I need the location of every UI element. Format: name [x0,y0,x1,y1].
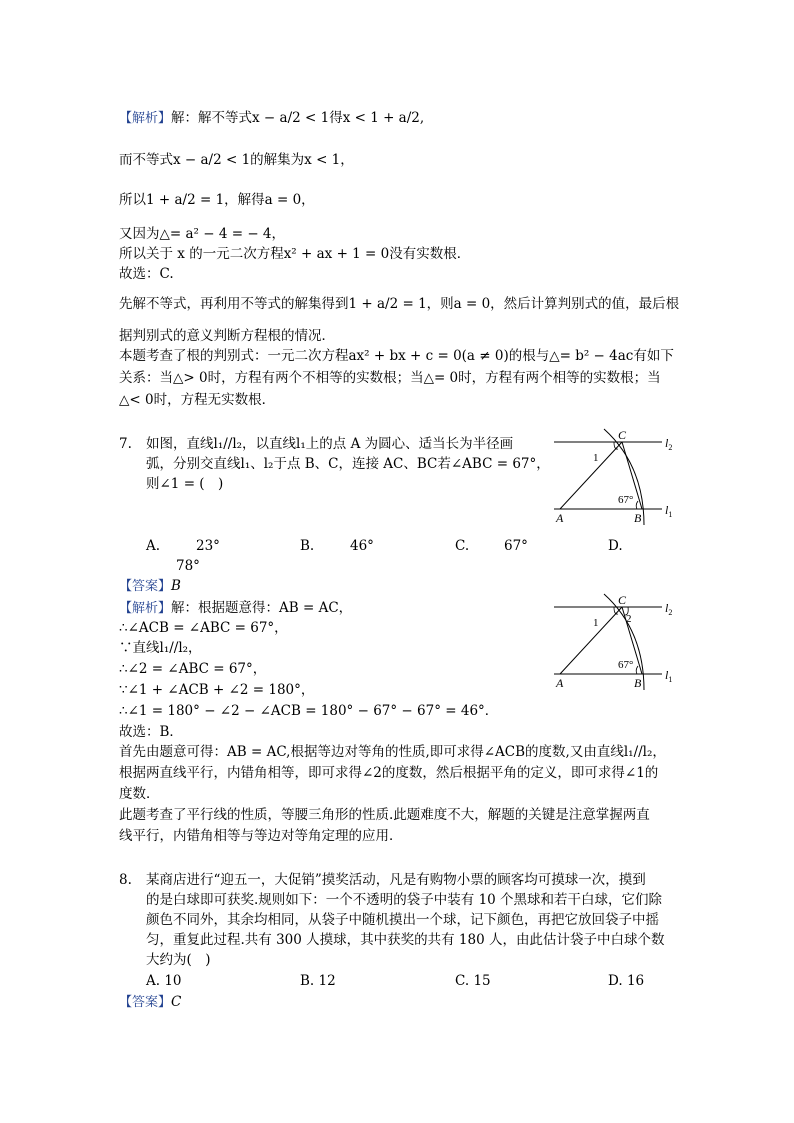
solution-line-5: ∵∠1 + ∠ACB + ∠2 = 180°， [119,682,315,698]
question-stem-line: 大约为( ) [146,952,211,968]
angle-1-label: 1 [593,452,599,464]
geometry-figure-solution [548,590,688,695]
line-label-l2: $l_2$ [665,601,673,617]
solution-line-8: 首先由题意可得：AB = AC,根据等边对等角的性质,即可求得∠ACB的度数,又由直线l₁//l₂， [119,744,666,760]
solution-line-3: ∵直线l₁//l₂， [119,640,202,656]
question-number: 8. [119,872,132,888]
angle-2-label: 2 [626,613,632,625]
solution-line-11: 此题考查了平行线的性质，等腰三角形的性质.此题难度不大，解题的关键是注意掌握两直 [119,807,650,823]
angle-mark [636,666,638,674]
geometry-figure-question [548,425,688,530]
analysis-line-6: 故选：C. [119,266,174,282]
option-c-value: 67° [504,538,528,554]
analysis-line-3: 所以1 + a/2 = 1，解得a = 0， [119,192,315,208]
solution-line-12: 线平行，内错角相等与等边对等角定理的应用． [119,828,403,844]
analysis-line-2: 而不等式x − a/2 < 1的解集为x < 1， [119,152,354,168]
answer-line [119,992,181,1013]
question-stem-line: 匀，重复此过程.共有 300 人摸球，其中获奖的共有 180 人，由此估计袋子中白球个数 [146,932,665,948]
option-c: C. 15 [455,973,491,989]
angle-mark [636,501,638,509]
segment-AC [560,607,622,674]
angle-1-label: 1 [593,617,599,629]
point-label-A: A [556,511,564,525]
analysis-line-7: 先解不等式，再利用不等式的解集得到1 + a/2 = 1，则a = 0，然后计算判别式的值，最后根 [119,296,680,312]
analysis-text: 解：解不等式x − a/2 < 1得x < 1 + a/2, [171,110,425,126]
analysis-tag: 【解析】 [119,111,172,126]
analysis-line-5: 所以关于 x 的一元二次方程x² + ax + 1 = 0没有实数根． [119,246,471,262]
answer-value: C [171,994,182,1010]
solution-line-2: ∴∠ACB = ∠ABC = 67°， [119,620,288,636]
question-stem-line: 如图，直线l₁//l₂，以直线l₁上的点 A 为圆心、适当长为半径画 [146,436,514,452]
option-d: D. [608,538,623,554]
option-d-value: 78° [176,558,200,574]
segment-AC [560,442,622,509]
option-b: B. 12 [300,973,336,989]
solution-line-6: ∴∠1 = 180° − ∠2 − ∠ACB = 180° − 67° − 67° = 46°． [119,703,499,719]
question-stem-line: 则∠1 = ( ) [146,476,224,492]
line-label-l2: $l_2$ [665,436,673,452]
option-a-value: 23° [196,538,220,554]
point-label-B: B [634,676,642,690]
point-label-C: C [618,428,627,442]
point-label-C: C [618,593,627,607]
question-stem-line: 颜色不同外，其余均相同，从袋子中随机摸出一个球，记下颜色，再把它放回袋子中摇 [146,912,659,928]
question-stem-line: 弧，分别交直线l₁、l₂于点 B、C，连接 AC、BC若∠ABC = 67°， [146,456,550,472]
question-stem-line: 的是白球即可获奖.规则如下：一个不透明的袋子中装有 10 个黑球和若干白球，它们除 [146,892,663,908]
question-number: 7. [119,436,132,452]
point-label-B: B [634,511,642,525]
analysis-tag: 【解析】 [119,601,172,616]
solution-line-4: ∴∠2 = ∠ABC = 67°， [119,661,267,677]
analysis-line-10: 关系：当△> 0时，方程有两个不相等的实数根；当△= 0时，方程有两个相等的实数根；当 [119,370,661,386]
analysis-line-8: 据判别式的意义判断方程根的情况． [119,328,335,344]
option-a: A. [146,538,161,554]
angle-67-label: 67° [618,494,634,506]
analysis-line-4: 又因为△= a² − 4 = − 4， [119,226,286,242]
solution-text: 解：根据题意得：AB = AC， [171,600,353,616]
solution-line-9: 根据两直线平行，内错角相等，即可求得∠2的度数，然后根据平角的定义，即可求得∠1的 [119,765,659,781]
question-stem-line: 某商店进行“迎五一，大促销”摸奖活动，凡是有购物小票的顾客均可摸球一次，摸到 [146,872,646,888]
option-b: B. [300,538,315,554]
option-b-value: 46° [350,538,374,554]
line-label-l1: $l_1$ [665,668,673,684]
solution-line-10: 度数． [119,786,160,802]
analysis-line-11: △< 0时，方程无实数根． [119,392,276,408]
answer-value: B [171,578,181,594]
option-a: A. 10 [146,973,182,989]
analysis-line-1 [119,108,424,129]
angle-67-label: 67° [618,659,634,671]
solution-line-1 [119,598,352,619]
answer-tag: 【答案】 [119,579,172,594]
answer-tag: 【答案】 [119,995,172,1010]
solution-line-7: 故选：B． [119,724,183,740]
option-c: C. [455,538,470,554]
option-d: D. 16 [608,973,645,989]
point-label-A: A [556,676,564,690]
analysis-line-9: 本题考查了根的判别式：一元二次方程ax² + bx + c = 0(a ≠ 0)的根与△= b² − 4ac有如下 [119,348,674,364]
answer-line [119,576,181,597]
line-label-l1: $l_1$ [665,503,673,519]
